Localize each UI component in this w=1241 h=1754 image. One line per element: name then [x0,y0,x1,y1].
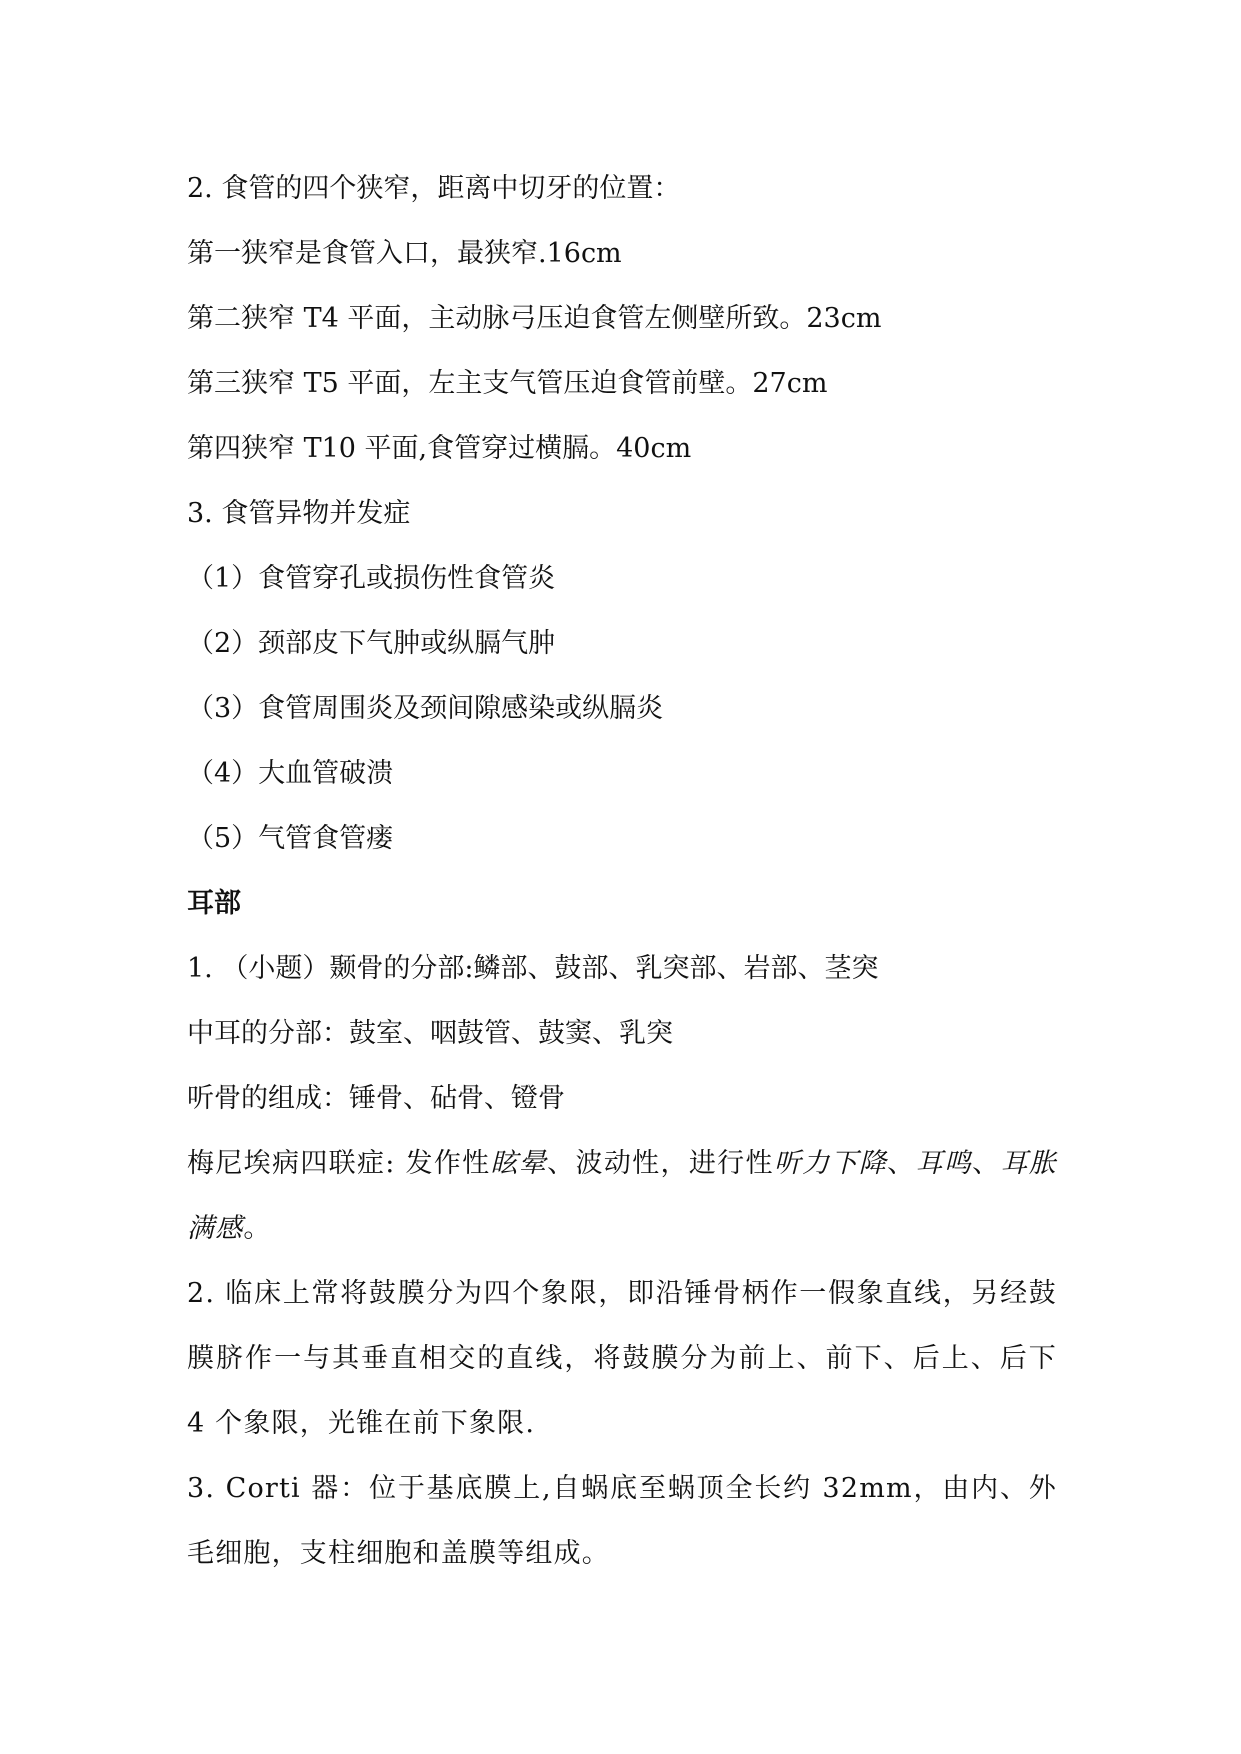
document-body [187,156,1057,1586]
meniere-prefix: 梅尼埃病四联症: 发作性 [187,1148,491,1179]
narrowing-4: 第四狭窄 T10 平面,食管穿过横膈。40cm [187,433,692,464]
complication-4: （4）大血管破溃 [187,758,394,789]
narrowing-3: 第三狭窄 T5 平面，左主支气管压迫食管前壁。27cm [187,368,828,399]
middle-ear-parts: 中耳的分部：鼓室、咽鼓管、鼓窦、乳突 [187,1018,673,1049]
meniere-fullness: 耳胀满感 [187,1148,1058,1244]
organ-of-corti: 3. Corti 器：位于基底膜上,自蜗底至蜗顶全长约 32mm，由内、外毛细胞，支柱细胞和盖膜等组成。 [187,1473,1057,1569]
narrowing-1: 第一狭窄是食管入口，最狭窄.16cm [187,238,622,269]
ear-section-heading: 耳部 [187,888,241,919]
meniere-sep-1: 、 [887,1148,916,1179]
complication-3: （3）食管周围炎及颈间隙感染或纵膈炎 [187,693,664,724]
meniere-tinnitus: 耳鸣 [915,1148,973,1179]
temporal-bone-parts: 1. （小题）颞骨的分部:鳞部、鼓部、乳突部、岩部、茎突 [187,953,879,984]
esophagus-narrowings-title: 2. 食管的四个狭窄，距离中切牙的位置： [187,173,681,204]
tympanic-membrane-quadrants: 2. 临床上常将鼓膜分为四个象限，即沿锤骨柄作一假象直线，另经鼓膜脐作一与其垂直相交的直线，将鼓膜分为前上、前下、后上、后下 4 个象限，光锥在前下象限. [187,1278,1057,1439]
meniere-tetrad [187,1131,1057,1261]
meniere-hearing-loss: 听力下降 [773,1148,888,1179]
meniere-vertigo: 眩晕 [490,1148,548,1179]
complication-1: （1）食管穿孔或损伤性食管炎 [187,563,556,594]
ossicles-composition: 听骨的组成：锤骨、砧骨、镫骨 [187,1083,565,1114]
meniere-middle: 、波动性，进行性 [547,1148,774,1179]
meniere-end: 。 [243,1213,272,1244]
complication-5: （5）气管食管瘘 [187,823,394,854]
narrowing-2: 第二狭窄 T4 平面，主动脉弓压迫食管左侧壁所致。23cm [187,303,882,334]
complication-2: （2）颈部皮下气肿或纵膈气肿 [187,628,556,659]
complications-title: 3. 食管异物并发症 [187,498,411,529]
meniere-sep-2: 、 [972,1148,1001,1179]
